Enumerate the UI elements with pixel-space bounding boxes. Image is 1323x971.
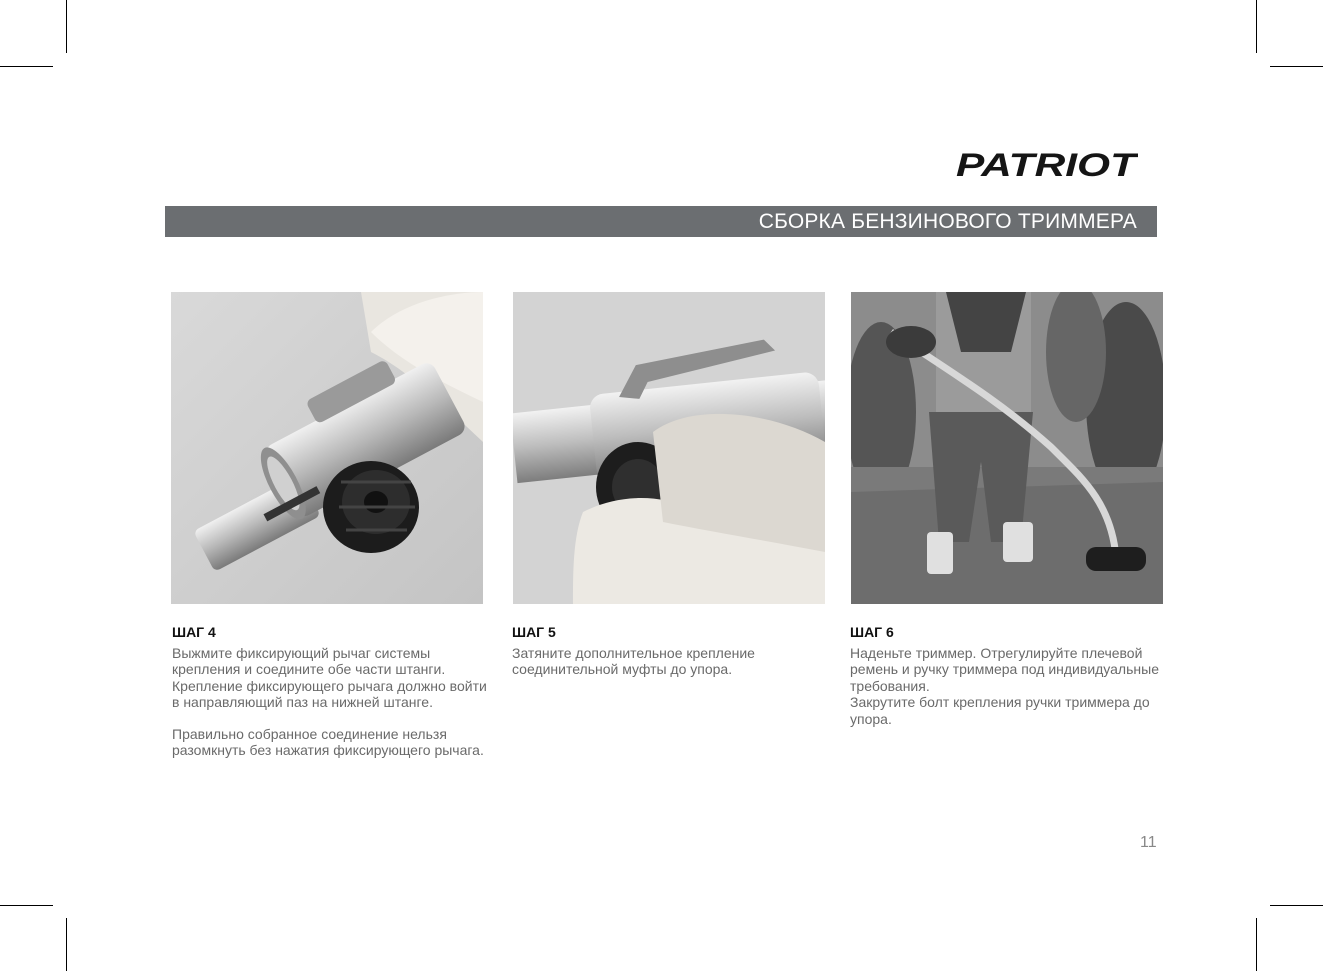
section-title: СБОРКА БЕНЗИНОВОГО ТРИММЕРА [758,210,1137,233]
step-6-photo [851,292,1163,604]
step-6-text: Наденьте триммер. Отрегулируйте плечевой ремень и ручку триммера под индивидуальные требования. [850,645,1159,694]
step-5-title: ШАГ 5 [512,624,556,640]
step-4-text: Выжмите фиксирующий рычаг системы крепления и соедините обе части штанги. Крепление фиксирующего рычага должно войти в направляющий паз на нижней штанге. [172,645,487,711]
step-4-title: ШАГ 4 [172,624,216,640]
crop-mark [1270,66,1323,67]
step-5-photo [513,292,825,604]
svg-text:PATRIOT: PATRIOT [956,147,1138,182]
crop-mark [66,918,67,971]
patriot-logo [954,146,1138,182]
step-6-title: ШАГ 6 [850,624,894,640]
crop-mark [1256,918,1257,971]
crop-mark [1270,905,1323,906]
crop-mark [66,0,67,53]
step-6-note: Закрутите болт крепления ручки триммера до упора. [850,694,1150,727]
section-header-bar [165,206,1157,237]
crop-mark [0,905,53,906]
step-5-text: Затяните дополнительное крепление соединительной муфты до упора. [512,645,755,678]
step-4-photo [171,292,483,604]
page-number: 11 [1140,834,1157,851]
step-4-column [172,624,492,758]
step-5-column [512,624,812,678]
step-4-note: Правильно собранное соединение нельзя разомкнуть без нажатия фиксирующего рычага. [172,725,484,759]
crop-mark [1256,0,1257,53]
step-6-column [850,624,1165,727]
crop-mark [0,66,53,67]
